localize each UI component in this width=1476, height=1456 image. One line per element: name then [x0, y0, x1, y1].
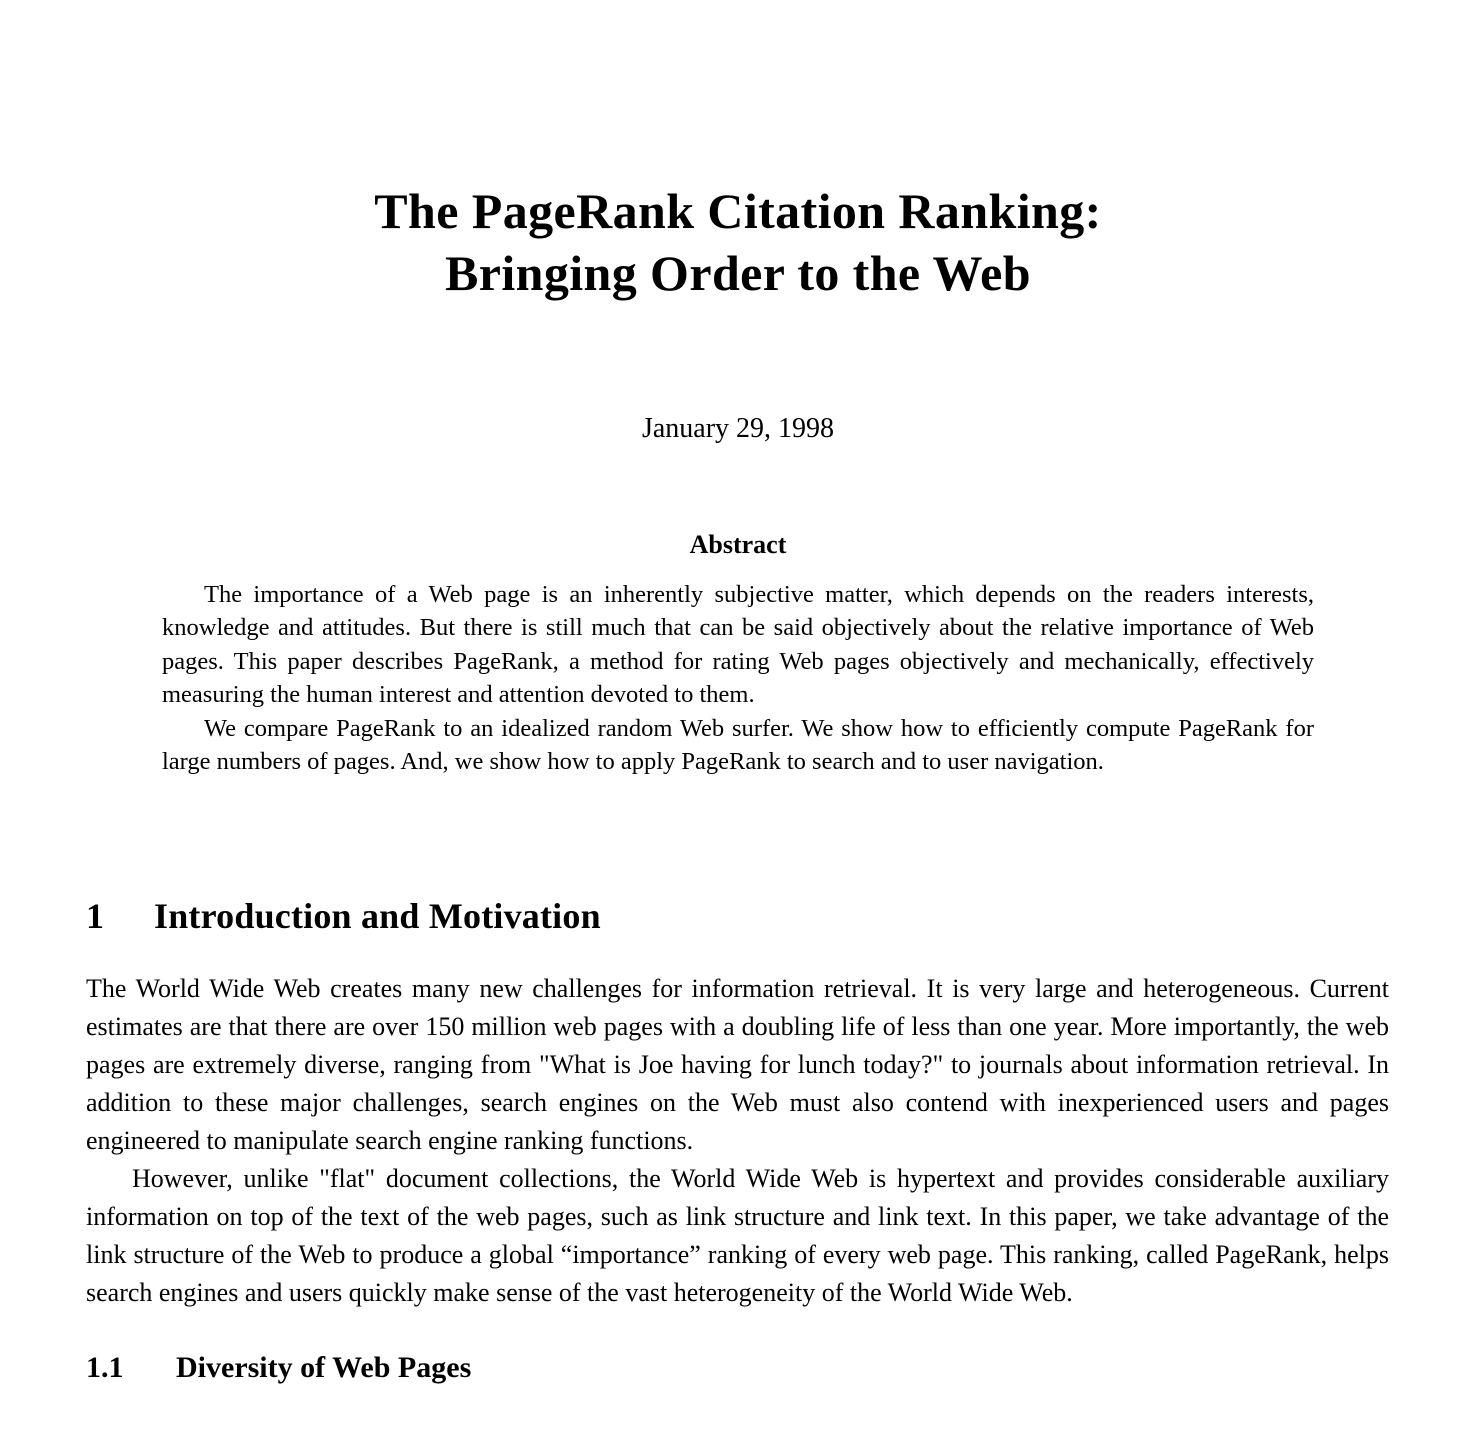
section-title: Introduction and Motivation [154, 896, 601, 936]
title-block [0, 180, 1476, 304]
page-title-line-1: The PageRank Citation Ranking: [374, 183, 1102, 239]
body-paragraph: However, unlike "flat" document collections, the World Wide Web is hypertext and provides considerable auxiliary information on top of the text of the web pages, such as link structure and link text. In this paper, we take advantage of the link structure of the Web to produce a global “importance” ranking of every web page. This ranking, called PageRank, helps search engines and users quickly make sense of the vast heterogeneity of the World Wide Web. [86, 1164, 1389, 1307]
body-column [86, 893, 1389, 1388]
abstract-heading: Abstract [689, 530, 787, 559]
abstract-body [162, 578, 1314, 778]
publication-date: January 29, 1998 [641, 413, 835, 444]
abstract-paragraph: We compare PageRank to an idealized random Web surfer. We show how to efficiently compute PageRank for large numbers of pages. And, we show how to apply PageRank to search and to user navigation. [162, 714, 1314, 776]
page-title-line-2: Bringing Order to the Web [445, 245, 1031, 301]
spacer [86, 939, 1389, 970]
section-number: 1 [86, 896, 105, 936]
section-1-body [86, 970, 1389, 1312]
subsection-title: Diversity of Web Pages [176, 1351, 472, 1384]
spacer [86, 1312, 1389, 1348]
subsection-heading-1-1 [86, 1348, 1389, 1388]
abstract-paragraph: The importance of a Web page is an inherently subjective matter, which depends on the readers interests, knowledge and attitudes. But there is still much that can be said objectively about the relative importance of Web pages. This paper describes PageRank, a method for rating Web pages objectively and mechanically, effectively measuring the human interest and attention devoted to them. [162, 581, 1314, 709]
subsection-number: 1.1 [86, 1351, 124, 1384]
section-heading-1 [86, 893, 1389, 939]
body-paragraph: The World Wide Web creates many new challenges for information retrieval. It is very large and heterogeneous. Current estimates are that there are over 150 million web pages with a doubling life of less than one year. More importantly, the web pages are extremely diverse, ranging from "What is Joe having for lunch today?" to journals about information retrieval. In addition to these major challenges, search engines on the Web must also contend with inexperienced users and pages engineered to manipulate search engine ranking functions. [86, 974, 1389, 1155]
